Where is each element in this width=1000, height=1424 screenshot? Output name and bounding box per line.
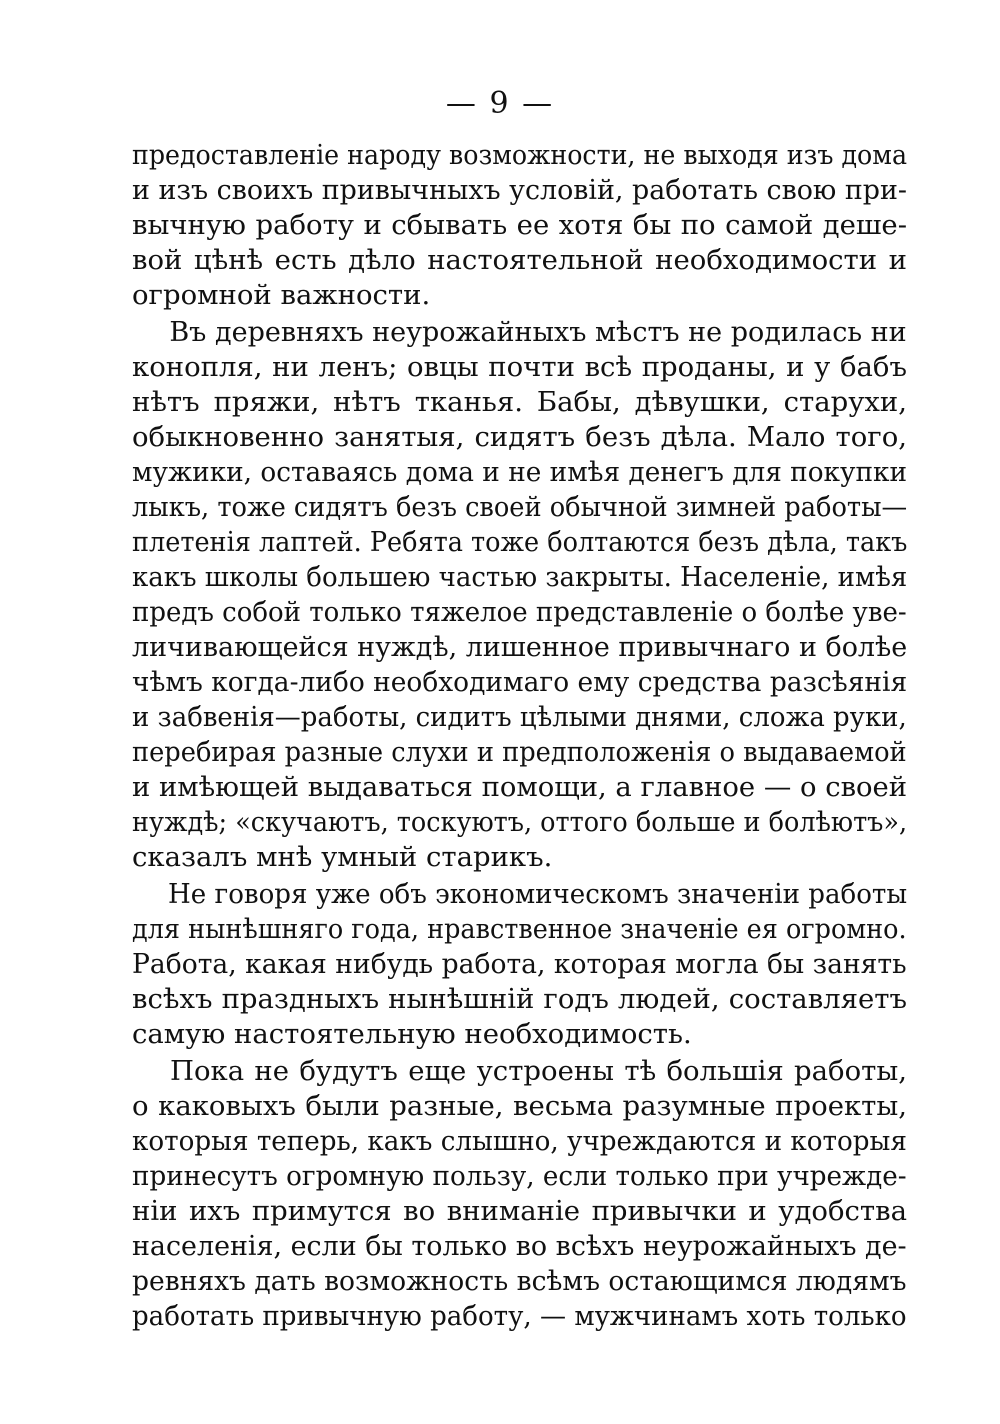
text-line: о каковыхъ были разные, весьма разумные проекты, [132,1090,907,1122]
text-line: и изъ своихъ привычныхъ условій, работать свою при- [132,174,907,206]
text-line: ніи ихъ примутся во вниманіе привычки и удобства [132,1195,907,1227]
text-line: плетенія лаптей. Ребята тоже болтаются безъ дѣла, такъ [132,526,908,558]
text-line: мужики, оставаясь дома и не имѣя денегъ для покупки [132,456,907,488]
text-line: Въ деревняхъ неурожайныхъ мѣстъ не родилась ни [169,316,907,348]
text-line: принесутъ огромную пользу, если только при учрежде- [132,1160,907,1192]
text-line: самую настоятельную необходимость. [132,1018,692,1050]
text-line: населенія, если бы только во всѣхъ неурожайныхъ де- [132,1230,907,1262]
text-line: чѣмъ когда-либо необходимаго ему средства разсѣянія [132,666,908,698]
text-line: Не говоря уже объ экономическомъ значеніи работы [168,878,908,910]
text-line: нуждѣ; «скучаютъ, тоскуютъ, оттого больше и болѣютъ», [132,806,908,838]
text-line: предоставленіе народу возможности, не выходя изъ дома [132,139,908,171]
text-line: вычную работу и сбывать ее хотя бы по самой деше- [132,209,907,241]
text-line: Работа, какая нибудь работа, которая могла бы занять [132,948,907,980]
text-line: предъ собой только тяжелое представленіе о болѣе уве- [132,596,907,628]
text-line: Пока не будутъ еще устроены тѣ большія работы, [170,1055,907,1087]
text-line: какъ школы большею частью закрыты. Населеніе, имѣя [132,561,908,593]
text-line: перебирая разные слухи и предположенія о выдаваемой [132,736,907,768]
text-line: нѣтъ пряжи, нѣтъ тканья. Бабы, дѣвушки, старухи, [132,386,907,418]
body-text [132,138,907,1334]
text-line: и имѣющей выдаваться помощи, а главное — о своей [132,771,908,803]
text-line: и забвенія—работы, сидитъ цѣлыми днями, сложа руки, [132,701,907,733]
text-line: для нынѣшняго года, нравственное значеніе ея огромно. [132,913,907,945]
text-line: личивающейся нуждѣ, лишенное привычнаго и болѣе [132,631,908,663]
text-line: всѣхъ праздныхъ нынѣшній годъ людей, составляетъ [132,983,907,1015]
text-line: огромной важности. [132,279,431,311]
text-line: ревняхъ дать возможность всѣмъ остающимся людямъ [132,1265,907,1297]
text-line: конопля, ни ленъ; овцы почти всѣ проданы, и у бабъ [132,351,907,383]
text-line: сказалъ мнѣ умный старикъ. [132,841,553,873]
text-line: работать привычную работу, — мужчинамъ хоть только [132,1300,907,1332]
text-line: вой цѣнѣ есть дѣло настоятельной необходимости и [132,244,907,276]
page-number: — 9 — [445,86,555,121]
text-line: которыя теперь, какъ слышно, учреждаются и которыя [132,1125,907,1157]
text-line: обыкновенно занятыя, сидятъ безъ дѣла. Мало того, [132,421,907,453]
text-line: лыкъ, тоже сидятъ безъ своей обычной зимней работы— [132,491,908,523]
